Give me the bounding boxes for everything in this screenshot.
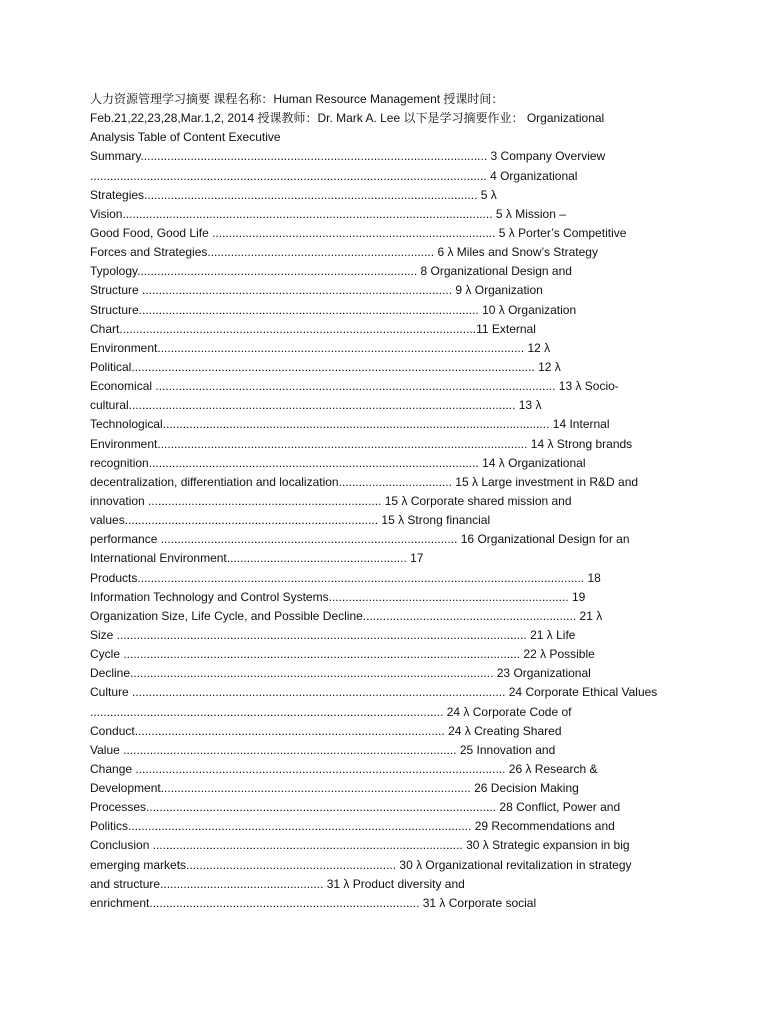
document-text-line: Chart...........................................................................................................11 External: [90, 321, 536, 336]
document-text-line: enrichment................................................................................. 31 λ Corporate social: [90, 895, 537, 910]
document-text-line: International Environment...................................................... 17: [90, 551, 424, 566]
document-text-line: decentralization, differentiation and localization.................................. 15 λ Large investment in R&D and: [90, 474, 639, 489]
document-text-line: Products...................................................................................................................................... 18: [90, 570, 601, 585]
document-text-line: values............................................................................ 15 λ Strong financial: [90, 513, 491, 528]
document-text-line: Forces and Strategies.................................................................... 6 λ Miles and Snow’s Strategy: [90, 245, 598, 260]
document-text-line: Environment............................................................................................................... 14 λ Strong brands: [90, 436, 633, 451]
document-text-line: Processes......................................................................................................... 28 Conflict, Power and: [90, 800, 621, 815]
document-text-line: Cycle ....................................................................................................................... 22 λ Possible: [90, 647, 595, 662]
document-text-line: .......................................................................................................... 24 λ Corporate Code of: [90, 704, 572, 719]
document-text-line: Culture ................................................................................................................ 24 Corporate Ethical Values: [90, 685, 658, 700]
document-text-line: Economical ........................................................................................................................ 13 λ Socio-: [90, 379, 619, 394]
document-text-line: Analysis Table of Content Executive: [90, 130, 281, 145]
document-text-line: Feb.21,22,23,28,Mar.1,2, 2014 授课教师：Dr. Mark A. Lee 以下是学习摘要作业： Organizational: [90, 111, 605, 126]
document-text-line: Summary........................................................................................................ 3 Company Overview: [90, 149, 606, 164]
document-text-line: Typology.................................................................................... 8 Organizational Design and: [90, 264, 572, 279]
document-text-line: recognition................................................................................................... 14 λ Organizational: [90, 455, 586, 470]
document-text-line: 人力资源管理学习摘要 课程名称：Human Resource Management 授课时间：: [90, 92, 504, 106]
document-text-line: Decline............................................................................................................. 23 Organizational: [90, 666, 591, 681]
document-text-line: Development............................................................................................. 26 Decision Making: [90, 781, 579, 796]
document-text-line: Size ........................................................................................................................... 21 λ Life: [90, 627, 576, 642]
document-text-line: Structure...................................................................................................... 10 λ Organization: [90, 302, 577, 317]
document-text-line: ....................................................................................................................... 4 Organizational: [90, 168, 578, 183]
document-text-line: Environment.............................................................................................................. 12 λ: [90, 340, 551, 355]
document-text-line: Conduct............................................................................................. 24 λ Creating Shared: [90, 723, 562, 738]
document-text-line: Change ............................................................................................................... 26 λ Research &: [90, 761, 598, 776]
document-text-line: cultural.................................................................................................................... 13 λ: [90, 398, 542, 413]
document-text-line: Value .................................................................................................... 25 Innovation and: [90, 742, 556, 757]
document-text-line: Strategies.................................................................................................... 5 λ: [90, 187, 497, 202]
document-text-line: Politics....................................................................................................... 29 Recommendations and: [90, 819, 615, 834]
document-text-line: and structure................................................. 31 λ Product diversity and: [90, 876, 465, 891]
document-text-line: Political......................................................................................................................... 12 λ: [90, 359, 561, 374]
document-text-line: Good Food, Good Life ..................................................................................... 5 λ Porter’s Competitive: [90, 225, 627, 240]
document-text-line: emerging markets............................................................... 30 λ Organizational revitalization in strategy: [90, 857, 632, 872]
document-text-line: innovation ...................................................................... 15 λ Corporate shared mission and: [90, 493, 572, 508]
document-text-line: performance ......................................................................................... 16 Organizational Design for an: [90, 532, 630, 547]
document-text-line: Vision............................................................................................................... 5 λ Mission –: [90, 206, 566, 221]
document-text-line: Structure ............................................................................................. 9 λ Organization: [90, 283, 543, 298]
document-text-line: Technological.................................................................................................................... 14 Internal: [90, 417, 610, 432]
document-text-line: Information Technology and Control Systems........................................................................ 19: [90, 589, 586, 604]
table-of-contents-text: [90, 90, 678, 913]
document-text-line: Conclusion ............................................................................................. 30 λ Strategic expansion in big: [90, 838, 630, 853]
document-text-line: Organization Size, Life Cycle, and Possible Decline................................................................ 21 λ: [90, 608, 603, 623]
